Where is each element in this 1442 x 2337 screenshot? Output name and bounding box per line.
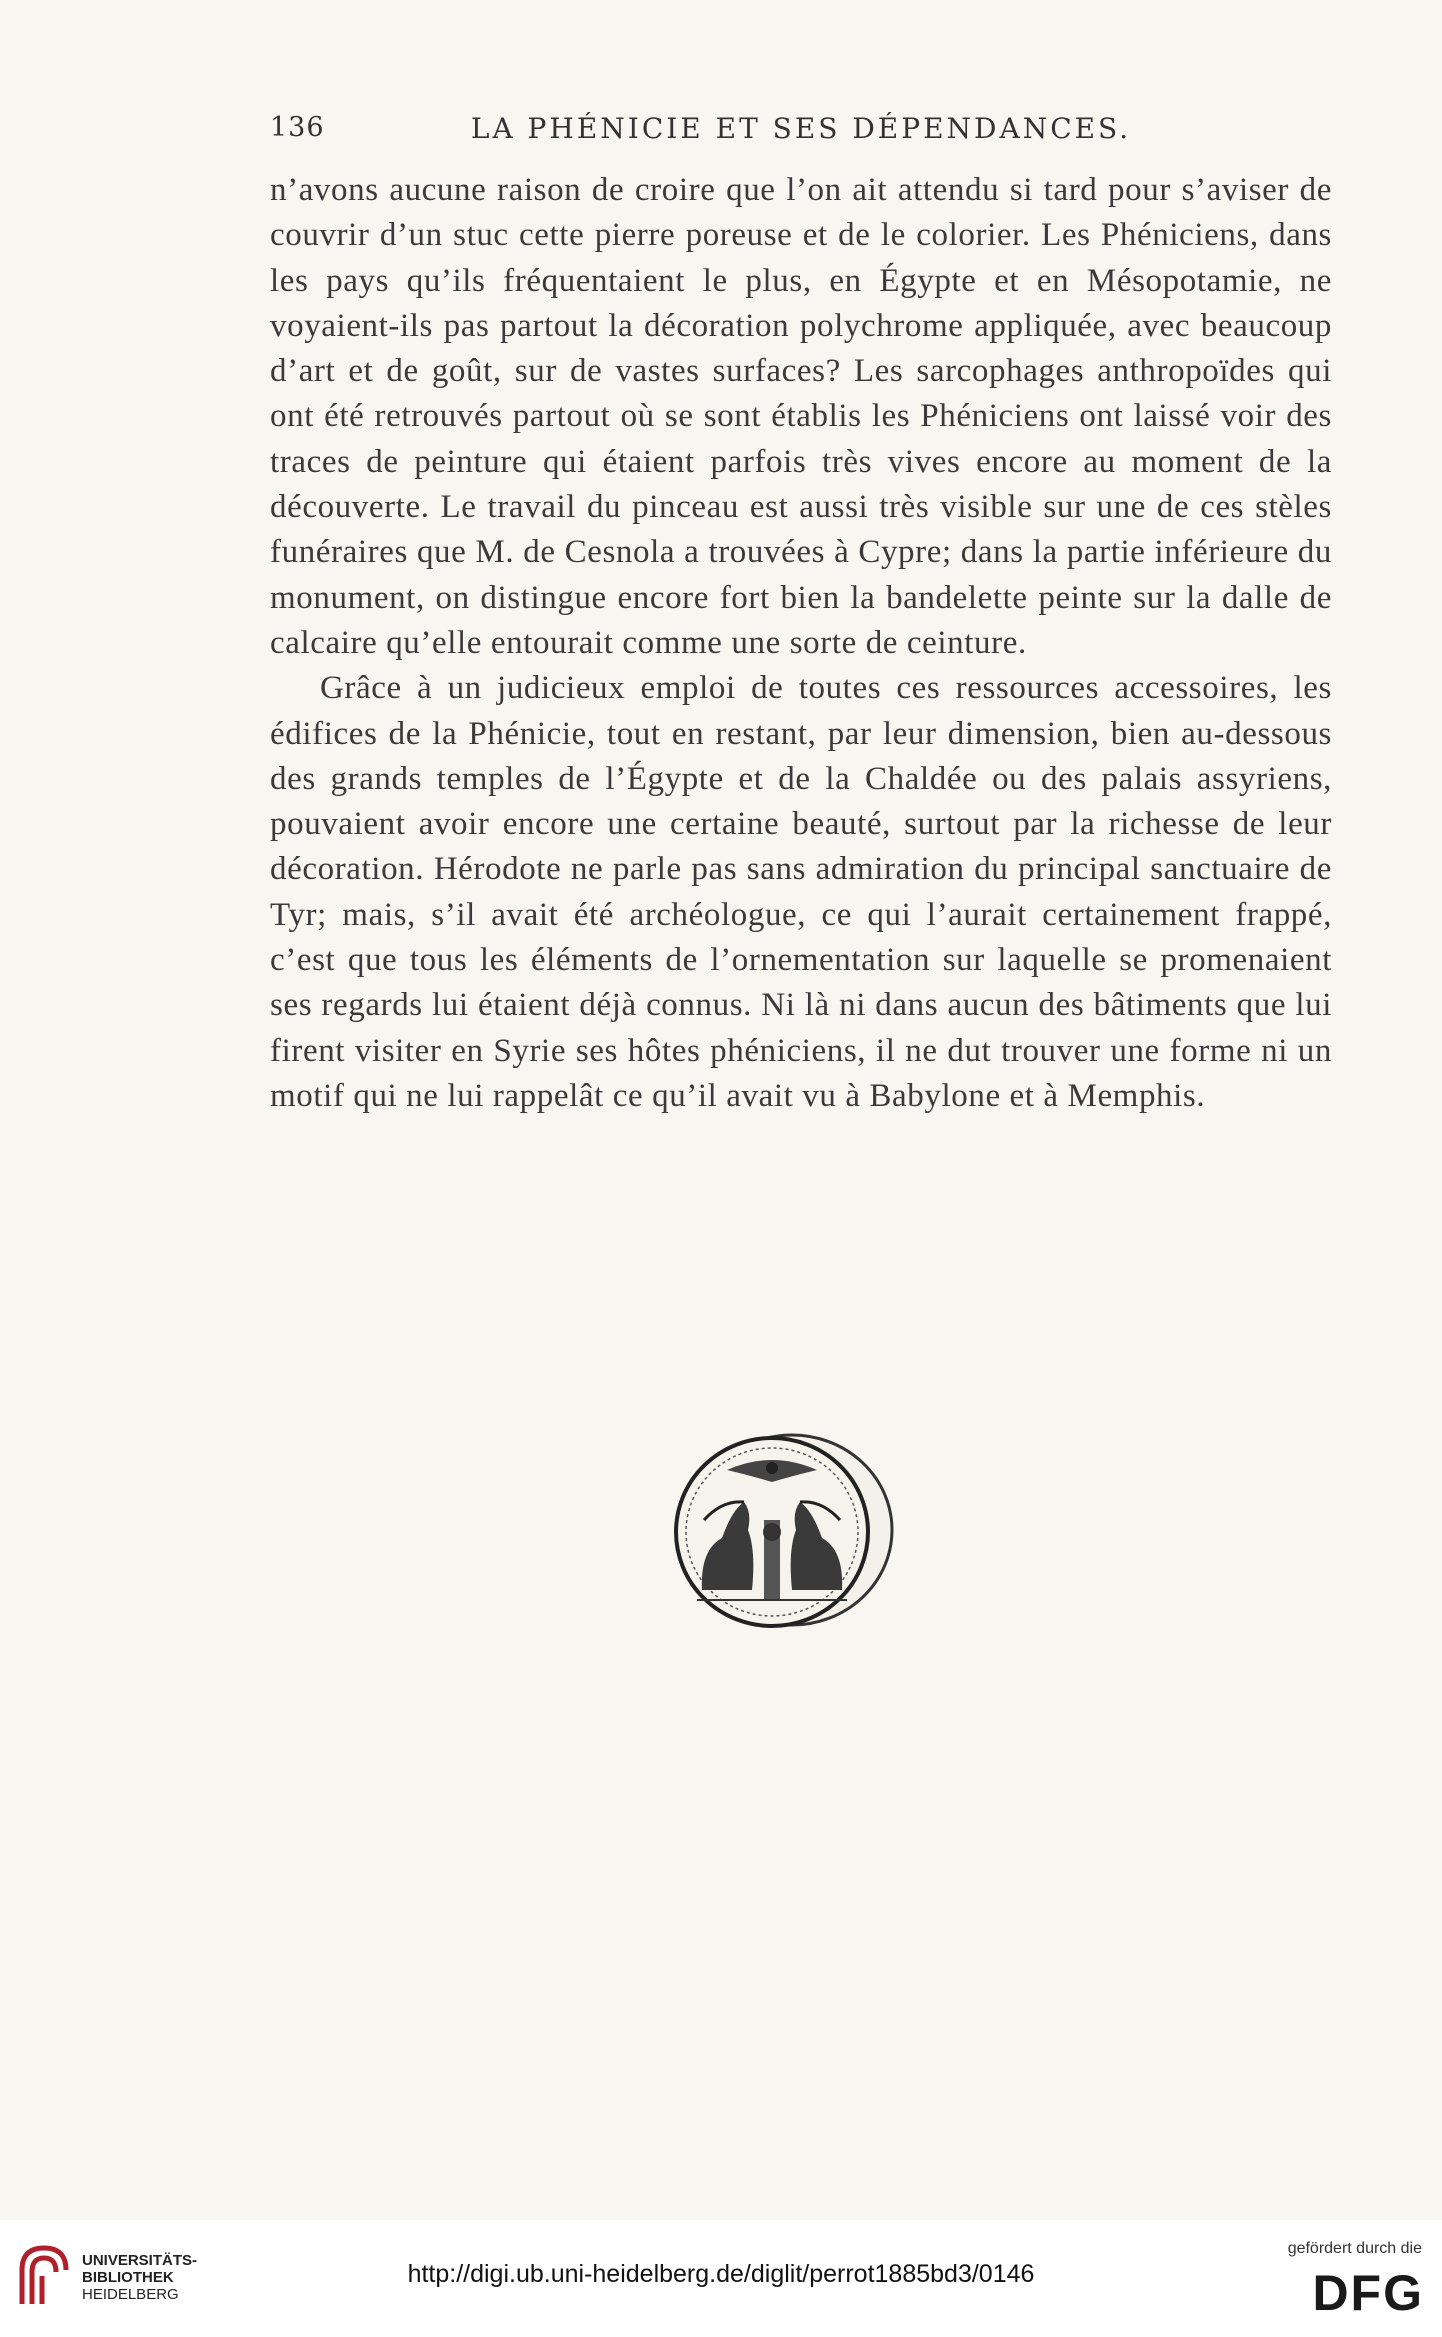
dfg-logo: DFG [1312,2265,1424,2321]
page-number: 136 [270,112,325,143]
paragraph: Grâce à un judicieux emploi de toutes ces ressources accessoires, les édifices de la Phénicie, tout en restant, par leur dimension, bien au-dessous des grands temples de l’Égypte et de la Chaldée ou des palais assyriens, pouvaient avoir encore une certaine beauté, surtout par la richesse de leur décoration. Hérodote ne parle pas sans admiration du principal sanctuaire de Tyr; mais, s’il avait été archéologue, ce qui l’aurait certainement frappé, c’est que tous les éléments de l’ornementation sur laquelle se promenaient ses regards lui étaient déjà connus. Ni là ni dans aucun des bâtiments que lui firent visiter en Syrie ses hôtes phéniciens, il ne dut trouver une forme ni un motif qui ne lui rappelât ce qu’il avait vu à Babylone et à Memphis. [270,670,1332,1114]
running-title: LA PHÉNICIE ET SES DÉPENDANCES. [470,112,1132,145]
funding-note: gefördert durch die [1287,2240,1422,2257]
body-text [270,168,1332,1119]
page-header [270,112,1332,152]
footer-bar [0,2220,1442,2337]
library-name: UNIVERSITÄTS- BIBLIOTHEK HEIDELBERG [82,2252,198,2303]
engraved-seal-illustration [652,1420,902,1640]
permalink-url[interactable]: http://digi.ub.uni-heidelberg.de/diglit/perrot1885bd3/0146 [407,2260,1035,2288]
paragraph: n’avons aucune raison de croire que l’on ait attendu si tard pour s’aviser de couvrir d’un stuc cette pierre poreuse et de le colorier. Les Phéniciens, dans les pays qu’ils fréquentaient le plus, en Égypte et en Mésopotamie, ne voyaient-ils pas partout la décoration polychrome appliquée, avec beaucoup d’art et de goût, sur de vastes surfaces? Les sarcophages anthropoïdes qui ont été retrouvés partout où se sont établis les Phéniciens ont laissé voir des traces de peinture qui étaient parfois très vives encore au moment de la découverte. Le travail du pinceau est aussi très visible sur une de ces stèles funéraires que M. de Cesnola a trouvées à Cypre; dans la partie inférieure du monument, on distingue encore fort bien la bandelette peinte sur la dalle de calcaire qu’elle entourait comme une sorte de ceinture. [270,172,1332,661]
